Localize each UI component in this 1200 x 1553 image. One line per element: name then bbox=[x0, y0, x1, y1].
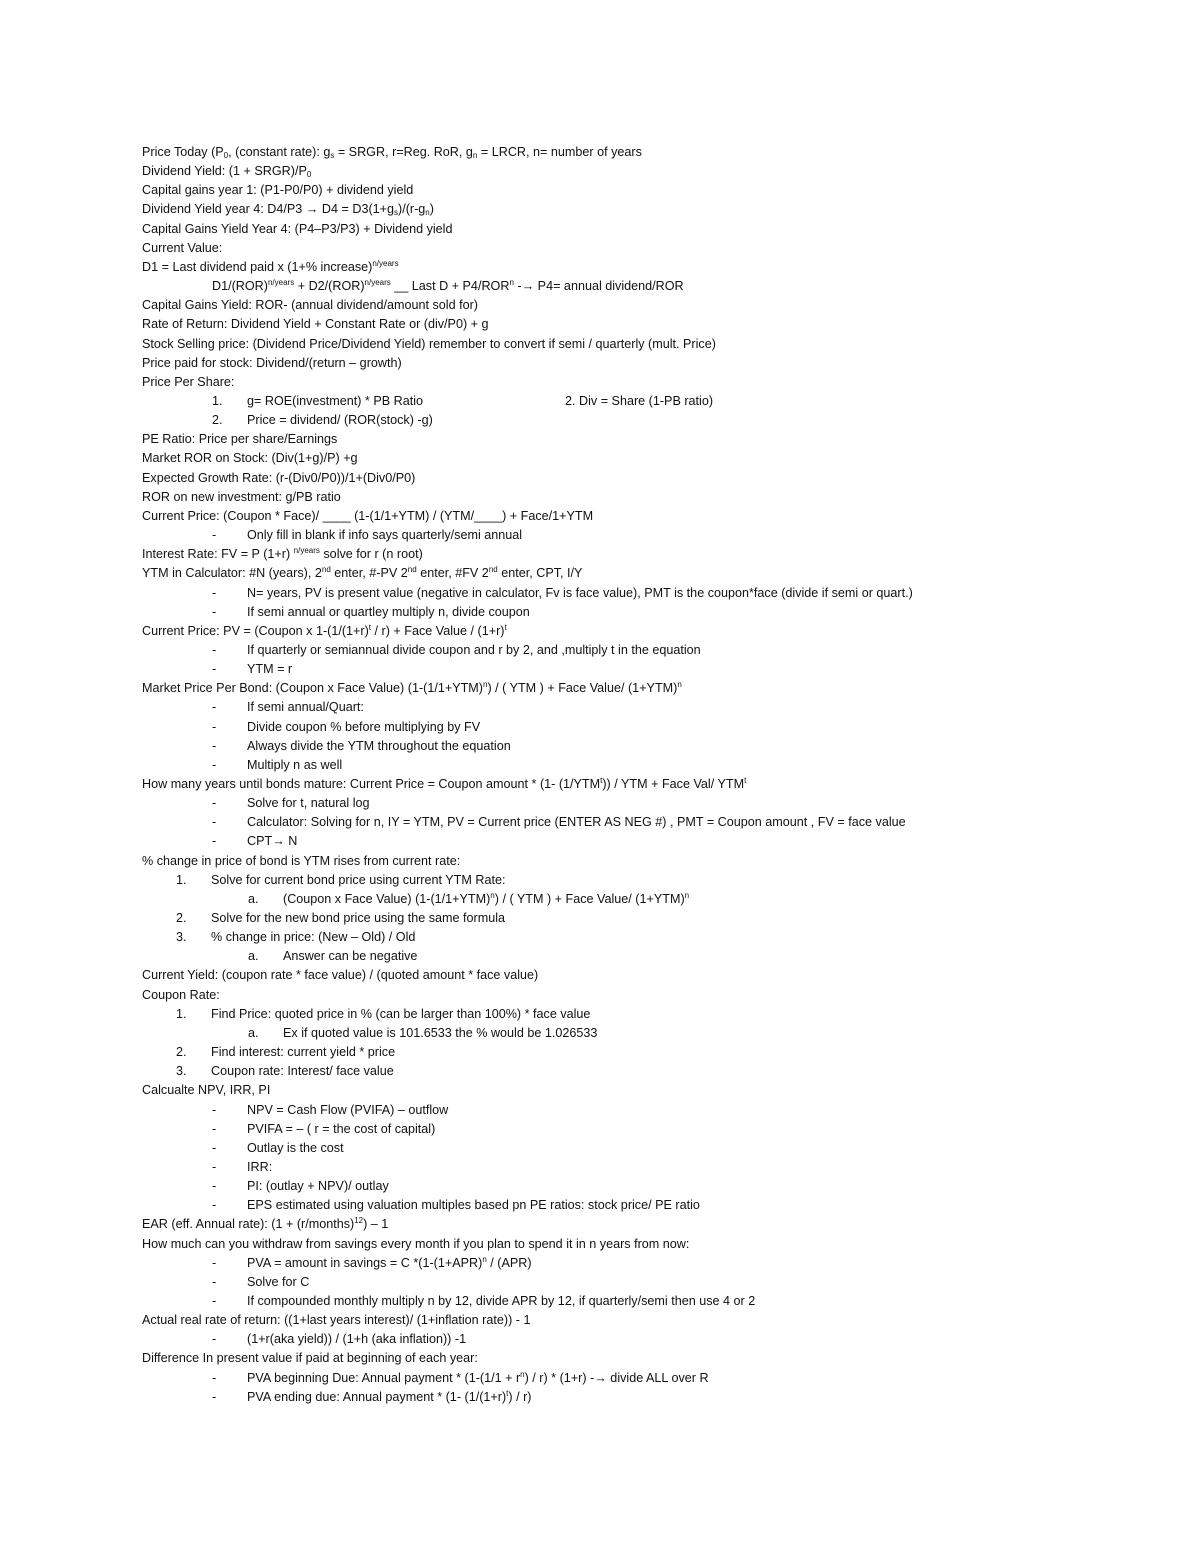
line-text bbox=[247, 1388, 531, 1406]
line-text bbox=[142, 966, 538, 984]
text-run: IRR: bbox=[247, 1159, 273, 1174]
list-marker: a. bbox=[248, 949, 259, 964]
line-text bbox=[142, 488, 341, 506]
text-run: N= years, PV is present value (negative in calculator, Fv is face value), PMT is the coupon*face (divide if semi or quart.) bbox=[247, 585, 913, 600]
text-run: Multiply n as well bbox=[247, 757, 343, 772]
list-marker: - bbox=[212, 528, 217, 542]
text-run: Find interest: current yield * price bbox=[211, 1045, 396, 1059]
line-text bbox=[283, 890, 689, 908]
list-marker: - bbox=[212, 700, 217, 715]
text-run: = LRCR, n= number of years bbox=[477, 145, 642, 159]
superscript: n/years bbox=[372, 258, 399, 268]
list-marker: - bbox=[212, 585, 217, 600]
text-run: PVIFA = – ( r = the cost of capital) bbox=[247, 1121, 436, 1136]
text-run: Dividend Yield: (1 + SRGR)/P bbox=[142, 164, 307, 179]
text-run: Difference In present value if paid at beginning of each year: bbox=[142, 1351, 478, 1366]
list-marker: - bbox=[212, 662, 217, 676]
subscript: s bbox=[330, 151, 335, 160]
line-text bbox=[211, 909, 505, 927]
line-text bbox=[142, 315, 489, 333]
line-text bbox=[247, 392, 423, 410]
text-run: Solve for the new bond price using the same formula bbox=[211, 911, 506, 925]
line-text bbox=[142, 335, 716, 353]
text-run: ) – 1 bbox=[363, 1217, 389, 1232]
line-text bbox=[211, 1062, 394, 1080]
line-text bbox=[142, 162, 311, 180]
text-run: If quarterly or semiannual divide coupon and r by 2, and ,multiply t in the equation bbox=[247, 642, 701, 657]
line-text bbox=[142, 296, 478, 314]
line-text bbox=[247, 411, 433, 429]
list-marker: 2. bbox=[212, 413, 223, 428]
list-marker: - bbox=[212, 796, 217, 811]
superscript: n bbox=[482, 1254, 487, 1264]
text-run: ) / ( YTM ) + Face Value/ (1+YTM) bbox=[494, 891, 685, 906]
text-run: YTM = r bbox=[247, 662, 293, 676]
text-run: PI: (outlay + NPV)/ outlay bbox=[247, 1179, 389, 1194]
text-run: (1+r(aka yield)) / (1+h (aka inflation)) -1 bbox=[247, 1332, 467, 1347]
text-run: Divide coupon % before multiplying by FV bbox=[247, 719, 481, 734]
text-run: Expected Growth Rate: (r-(Div0/P0))/1+(Div0/P0) bbox=[142, 470, 416, 485]
list-marker: - bbox=[212, 1198, 217, 1213]
line-text bbox=[142, 545, 423, 563]
line-text bbox=[247, 1330, 466, 1348]
line-text bbox=[142, 986, 220, 1004]
line-text bbox=[142, 373, 234, 391]
line-text bbox=[247, 718, 480, 736]
line-text bbox=[247, 1120, 435, 1138]
line-text bbox=[211, 928, 415, 946]
subscript: n bbox=[425, 208, 430, 218]
text-run: Actual real rate of return: ((1+last years interest)/ (1+inflation rate)) - 1 bbox=[142, 1313, 531, 1328]
line-text bbox=[142, 852, 460, 870]
text-run: Always divide the YTM throughout the equation bbox=[247, 738, 511, 753]
text-run: % change in price: (New – Old) / Old bbox=[211, 930, 416, 945]
subscript: s bbox=[394, 208, 399, 218]
line-text bbox=[142, 220, 452, 238]
line-text bbox=[247, 603, 530, 621]
list-marker: - bbox=[212, 757, 217, 772]
list-marker: 3. bbox=[176, 930, 187, 945]
list-marker: - bbox=[212, 1121, 217, 1136]
text-run: Price paid for stock: Dividend/(return – growth) bbox=[142, 355, 402, 370]
text-run: enter, CPT, I/Y bbox=[497, 566, 583, 581]
text-run: Interest Rate: FV = P (1+r) bbox=[142, 547, 294, 562]
superscript: n bbox=[482, 680, 488, 690]
text-run: Current Price: PV = (Coupon x 1-(1/(1+r) bbox=[142, 623, 369, 638]
list-marker: - bbox=[212, 1370, 217, 1385]
line-text bbox=[142, 775, 746, 793]
text-run: NPV = Cash Flow (PVIFA) – outflow bbox=[247, 1102, 449, 1117]
text-run: D1/(ROR) bbox=[212, 279, 268, 293]
text-run: Current Price: (Coupon * Face)/ ____ (1-(1/1+YTM) / (YTM/____) + Face/1+YTM bbox=[142, 508, 594, 523]
text-run: EPS estimated using valuation multiples based pn PE ratios: stock price/ PE ratio bbox=[247, 1198, 700, 1213]
text-run: Solve for t, natural log bbox=[247, 796, 370, 811]
text-run: If semi annual/Quart: bbox=[247, 700, 364, 715]
superscript: nd bbox=[488, 565, 498, 575]
text-run: PVA = amount in savings = C *(1-(1+APR) bbox=[247, 1255, 483, 1270]
text-run: ) / r) bbox=[508, 1389, 532, 1404]
line-text bbox=[142, 200, 434, 218]
superscript: 12 bbox=[354, 1216, 364, 1226]
line-text bbox=[142, 507, 593, 525]
line-text bbox=[247, 526, 522, 544]
text-run: Stock Selling price: (Dividend Price/Dividend Yield) remember to convert if semi / quarterly (mult. Price) bbox=[142, 336, 716, 351]
line-text bbox=[247, 1369, 709, 1387]
line-text bbox=[247, 1177, 389, 1195]
list-marker: 2. bbox=[176, 1045, 187, 1059]
text-run: Current Yield: (coupon rate * face value) / (quoted amount * face value) bbox=[142, 968, 539, 983]
superscript: nd bbox=[321, 565, 331, 575]
line-text bbox=[247, 660, 292, 678]
line-text bbox=[247, 756, 342, 774]
superscript: n bbox=[684, 890, 690, 900]
text-run: Only fill in blank if info says quarterly/semi annual bbox=[247, 528, 523, 542]
text-run: PE Ratio: Price per share/Earnings bbox=[142, 432, 338, 447]
superscript: n bbox=[677, 680, 682, 690]
line-text bbox=[247, 1273, 309, 1291]
text-run: )) / YTM + Face Val/ YTM bbox=[602, 776, 745, 791]
line-text bbox=[247, 1292, 755, 1310]
second-column-item: 2. Div = Share (1-PB ratio) bbox=[565, 393, 714, 408]
line-text bbox=[247, 1158, 272, 1176]
text-run: g= ROE(investment) * PB Ratio bbox=[247, 393, 424, 408]
text-run: Current Value: bbox=[142, 240, 223, 255]
text-run: Price = dividend/ (ROR(stock) -g) bbox=[247, 413, 433, 428]
text-run: Solve for C bbox=[247, 1274, 310, 1289]
list-marker: - bbox=[212, 1140, 217, 1155]
line-text bbox=[247, 737, 511, 755]
text-run: PVA ending due: Annual payment * (1- (1/(1+r) bbox=[247, 1389, 507, 1404]
line-text bbox=[142, 1311, 530, 1329]
superscript: t bbox=[368, 622, 372, 632]
list-marker: - bbox=[212, 738, 217, 753]
list-marker: 2. bbox=[176, 911, 187, 925]
line-text bbox=[247, 832, 297, 850]
line-text bbox=[247, 813, 906, 831]
line-text bbox=[142, 622, 507, 640]
list-marker: - bbox=[212, 1389, 217, 1404]
superscript: n/years bbox=[293, 546, 320, 556]
text-run: -→ P4= annual dividend/ROR bbox=[513, 279, 684, 293]
text-run: % change in price of bond is YTM rises from current rate: bbox=[142, 853, 461, 868]
list-marker: - bbox=[212, 1274, 217, 1289]
line-text bbox=[142, 1235, 689, 1253]
text-run: Calculator: Solving for n, IY = YTM, PV = Current price (ENTER AS NEG #) , PMT = Coupon amount , FV = face value bbox=[247, 815, 906, 830]
line-text bbox=[142, 1081, 270, 1099]
superscript: t bbox=[506, 1388, 509, 1398]
list-marker: - bbox=[212, 604, 217, 619]
text-run: Coupon rate: Interest/ face value bbox=[211, 1064, 394, 1079]
text-run: Capital Gains Yield Year 4: (P4–P3/P3) + Dividend yield bbox=[142, 221, 453, 236]
text-run: CPT→ N bbox=[247, 834, 298, 849]
line-text bbox=[142, 354, 402, 372]
superscript: nd bbox=[407, 565, 417, 575]
line-text bbox=[142, 679, 682, 697]
text-run: solve for r (n root) bbox=[319, 547, 423, 562]
text-run: Calcualte NPV, IRR, PI bbox=[142, 1083, 271, 1098]
text-run: ) / r) * (1+r) -→ divide ALL over R bbox=[524, 1370, 709, 1385]
text-run: (Coupon x Face Value) (1-(1/1+YTM) bbox=[283, 891, 491, 906]
line-text bbox=[211, 1043, 395, 1061]
line-text bbox=[247, 698, 364, 716]
text-run: How much can you withdraw from savings every month if you plan to spend it in n years from now: bbox=[142, 1236, 690, 1251]
text-run: PVA beginning Due: Annual payment * (1-(1/1 + r bbox=[247, 1370, 521, 1385]
line-text bbox=[283, 1024, 597, 1042]
line-text bbox=[247, 1254, 532, 1272]
line-text bbox=[142, 449, 358, 467]
text-run: __ Last D + P4/ROR bbox=[390, 279, 510, 293]
line-text bbox=[142, 181, 413, 199]
text-run: How many years until bonds mature: Current Price = Coupon amount * (1- (1/YTM bbox=[142, 776, 601, 791]
text-run: Market Price Per Bond: (Coupon x Face Value) (1-(1/1+YTM) bbox=[142, 681, 483, 696]
subscript: n bbox=[472, 151, 478, 160]
line-text bbox=[247, 1196, 700, 1214]
text-run: enter, #FV 2 bbox=[416, 566, 489, 581]
text-run: EAR (eff. Annual rate): (1 + (r/months) bbox=[142, 1217, 355, 1232]
text-run: Capital Gains Yield: ROR- (annual dividend/amount sold for) bbox=[142, 298, 479, 313]
line-text bbox=[247, 794, 370, 812]
text-run: Coupon Rate: bbox=[142, 987, 220, 1002]
line-text bbox=[142, 143, 642, 161]
text-run: Dividend Yield year 4: D4/P3 → D4 = D3(1+g bbox=[142, 202, 395, 217]
line-text bbox=[247, 584, 913, 602]
text-run: Price Today (P bbox=[142, 145, 224, 159]
line-text bbox=[142, 469, 415, 487]
line-text bbox=[142, 1349, 478, 1367]
list-marker: 3. bbox=[176, 1064, 187, 1079]
list-marker: - bbox=[212, 1159, 217, 1174]
text-run: , (constant rate): g bbox=[228, 145, 331, 159]
list-marker: - bbox=[212, 834, 217, 849]
text-run: )/(r-g bbox=[398, 202, 426, 217]
text-run: / r) + Face Value / (1+r) bbox=[371, 623, 505, 638]
text-run: Price Per Share: bbox=[142, 374, 235, 389]
superscript: n bbox=[520, 1369, 525, 1379]
text-run: If compounded monthly multiply n by 12, divide APR by 12, if quarterly/semi then use 4 or 2 bbox=[247, 1294, 756, 1308]
line-text bbox=[142, 564, 582, 582]
list-marker: 1. bbox=[176, 1006, 187, 1021]
text-run: Capital gains year 1: (P1-P0/P0) + dividend yield bbox=[142, 183, 414, 198]
text-run: ) bbox=[429, 202, 434, 217]
line-text bbox=[142, 258, 399, 276]
text-run: Rate of Return: Dividend Yield + Constant Rate or (div/P0) + g bbox=[142, 317, 489, 332]
superscript: t bbox=[504, 622, 507, 632]
superscript: n bbox=[490, 890, 495, 900]
line-text bbox=[283, 947, 417, 965]
list-marker: - bbox=[212, 1102, 217, 1117]
list-marker: - bbox=[212, 642, 217, 657]
line-text bbox=[247, 1101, 448, 1119]
list-marker: - bbox=[212, 815, 217, 830]
text-run: = SRGR, r=Reg. RoR, g bbox=[334, 145, 473, 159]
text-run: Outlay is the cost bbox=[247, 1140, 344, 1155]
list-marker: 1. bbox=[176, 872, 187, 887]
line-text bbox=[211, 871, 505, 889]
list-marker: a. bbox=[248, 891, 259, 906]
text-run: enter, #-PV 2 bbox=[330, 566, 408, 581]
text-run: Ex if quoted value is 101.6533 the % would be 1.026533 bbox=[283, 1025, 598, 1040]
superscript: t bbox=[600, 775, 603, 785]
subscript: 0 bbox=[223, 151, 229, 160]
list-marker: - bbox=[212, 1179, 217, 1194]
superscript: n/years bbox=[364, 278, 391, 287]
list-marker: - bbox=[212, 1255, 217, 1270]
text-run: YTM in Calculator: #N (years), 2 bbox=[142, 566, 322, 581]
superscript: t bbox=[744, 775, 747, 785]
text-run: If semi annual or quartley multiply n, divide coupon bbox=[247, 604, 530, 619]
superscript: n/years bbox=[267, 278, 295, 287]
list-marker: a. bbox=[248, 1025, 259, 1040]
text-run: D1 = Last dividend paid x (1+% increase) bbox=[142, 259, 373, 274]
line-text bbox=[142, 239, 222, 257]
line-text bbox=[211, 1005, 590, 1023]
line-text bbox=[247, 641, 701, 659]
text-run: Find Price: quoted price in % (can be larger than 100%) * face value bbox=[211, 1006, 591, 1021]
text-run: Answer can be negative bbox=[283, 949, 418, 964]
list-marker: - bbox=[212, 1332, 217, 1347]
line-text bbox=[142, 1215, 388, 1233]
text-run: / (APR) bbox=[486, 1255, 532, 1270]
line-text bbox=[247, 1139, 344, 1157]
list-marker: 1. bbox=[212, 393, 223, 408]
subscript: 0 bbox=[306, 170, 312, 180]
line-text bbox=[212, 277, 684, 295]
line-text bbox=[142, 430, 337, 448]
text-run: Market ROR on Stock: (Div(1+g)/P) +g bbox=[142, 451, 358, 466]
text-run: + D2/(ROR) bbox=[294, 279, 365, 293]
text-run: Solve for current bond price using current YTM Rate: bbox=[211, 872, 506, 887]
list-marker: - bbox=[212, 1294, 217, 1308]
text-run: ROR on new investment: g/PB ratio bbox=[142, 489, 341, 504]
list-marker: - bbox=[212, 719, 217, 734]
text-run: ) / ( YTM ) + Face Value/ (1+YTM) bbox=[487, 681, 678, 696]
superscript: n bbox=[509, 278, 514, 287]
